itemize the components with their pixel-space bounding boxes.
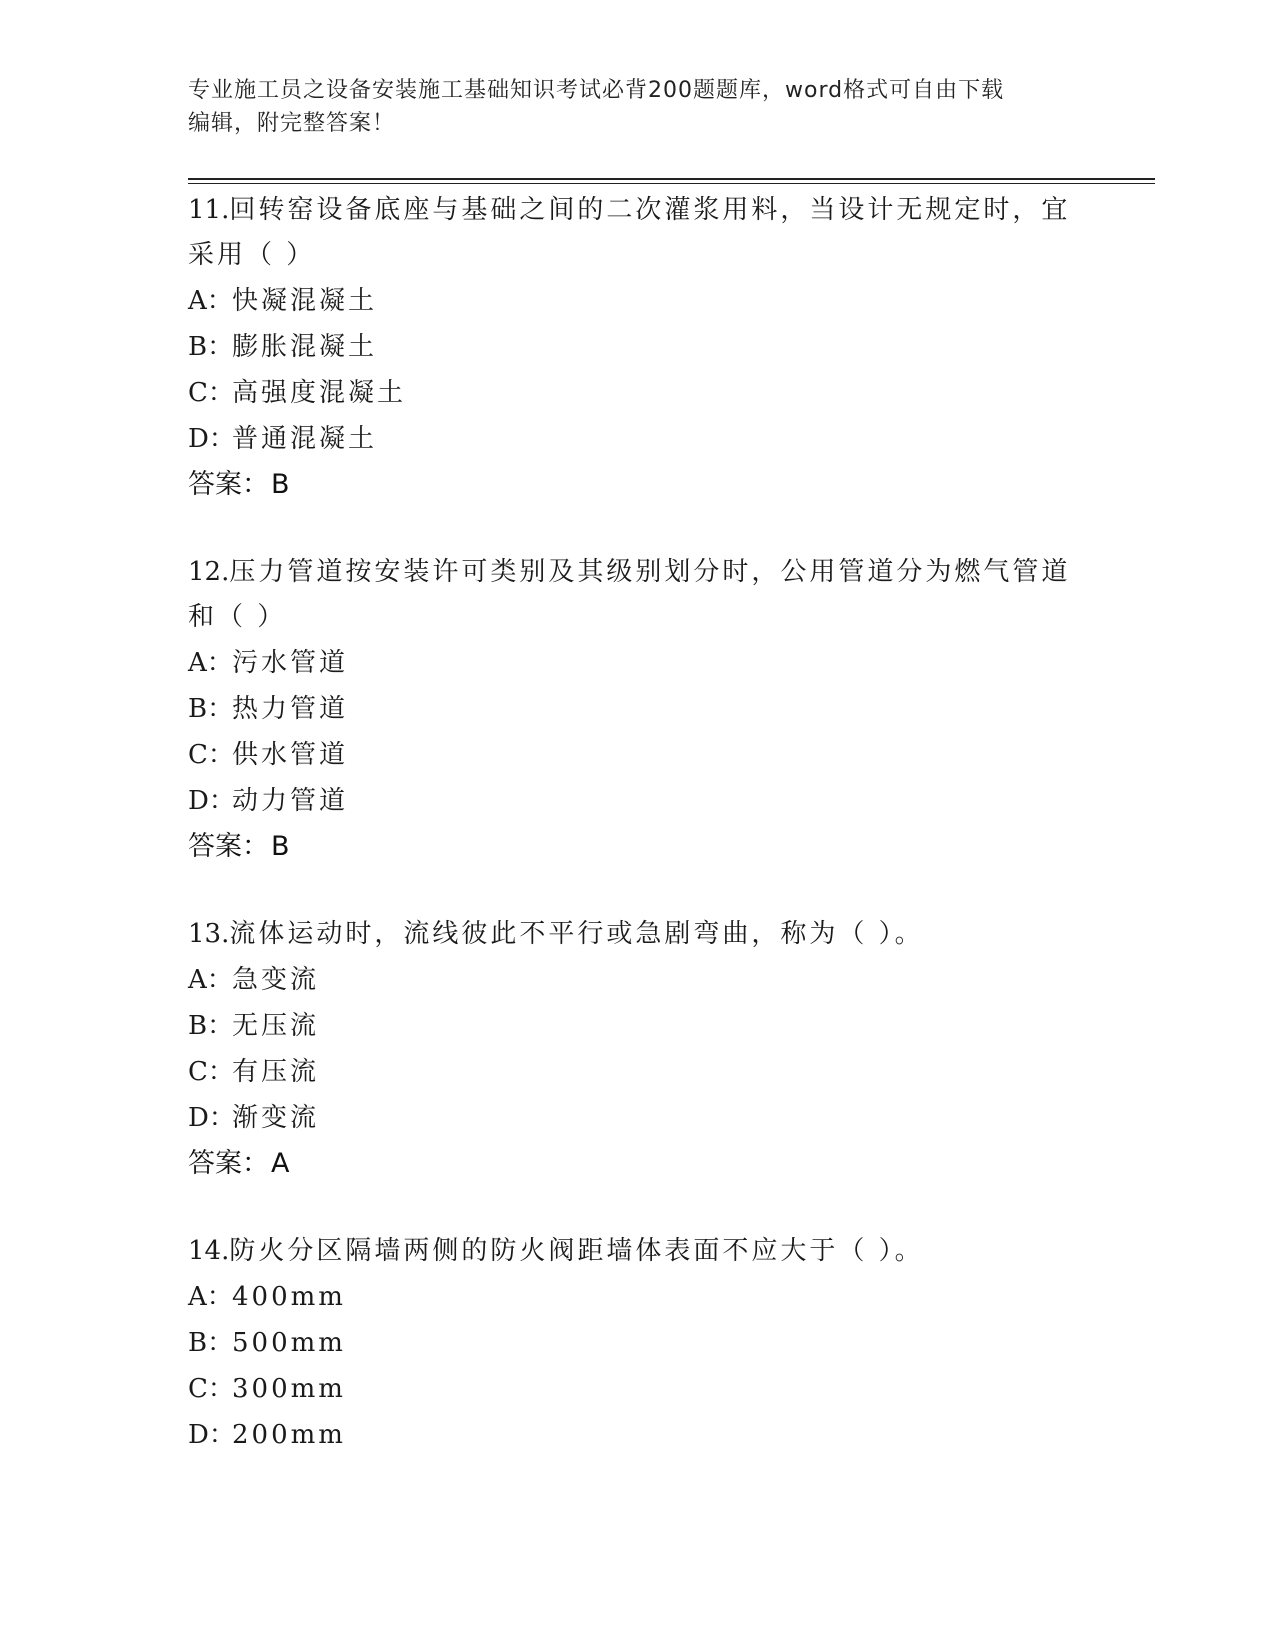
option-b bbox=[188, 686, 1088, 732]
option-key: D： bbox=[188, 1103, 235, 1133]
header-divider-thin bbox=[188, 183, 1155, 184]
option-d bbox=[188, 1095, 1088, 1141]
question-stem bbox=[188, 1229, 1088, 1274]
option-a bbox=[188, 278, 1088, 324]
option-text: 300mm bbox=[232, 1374, 346, 1404]
option-key: B： bbox=[188, 1011, 234, 1041]
question-number: 13. bbox=[188, 919, 230, 949]
option-key: B： bbox=[188, 694, 234, 724]
option-key: A： bbox=[188, 1282, 233, 1312]
question-number: 11. bbox=[188, 195, 230, 225]
document-header bbox=[188, 74, 1068, 140]
question-stem bbox=[188, 188, 1088, 233]
question-14 bbox=[188, 1229, 1088, 1458]
option-key: A： bbox=[188, 648, 233, 678]
option-d bbox=[188, 416, 1088, 462]
option-text: 普通混凝土 bbox=[232, 424, 378, 454]
answer-value: A bbox=[271, 1148, 290, 1179]
question-number: 14. bbox=[188, 1236, 230, 1266]
option-a bbox=[188, 1274, 1088, 1320]
answer-line bbox=[188, 1141, 1088, 1187]
option-text: 供水管道 bbox=[232, 740, 349, 770]
option-text: 急变流 bbox=[232, 965, 320, 995]
option-c bbox=[188, 732, 1088, 778]
question-number: 12. bbox=[188, 557, 230, 587]
option-key: C： bbox=[188, 378, 234, 408]
question-stem-line-1: 防火分区隔墙两侧的防火阀距墙体表面不应大于（ ）。 bbox=[229, 1236, 924, 1266]
option-text: 无压流 bbox=[232, 1011, 320, 1041]
question-stem-line-1: 回转窑设备底座与基础之间的二次灌浆用料，当设计无规定时，宜 bbox=[229, 195, 1071, 225]
option-d bbox=[188, 778, 1088, 824]
option-text: 高强度混凝土 bbox=[232, 378, 407, 408]
question-11 bbox=[188, 188, 1088, 508]
answer-value: B bbox=[271, 831, 290, 862]
option-d bbox=[188, 1412, 1088, 1458]
option-c bbox=[188, 1366, 1088, 1412]
option-key: C： bbox=[188, 740, 234, 770]
option-text: 热力管道 bbox=[232, 694, 349, 724]
option-key: A： bbox=[188, 286, 233, 316]
option-b bbox=[188, 1320, 1088, 1366]
answer-label: 答案： bbox=[188, 831, 269, 862]
answer-line bbox=[188, 824, 1088, 870]
option-key: D： bbox=[188, 1420, 235, 1450]
answer-value: B bbox=[271, 469, 290, 500]
question-13 bbox=[188, 912, 1088, 1187]
option-text: 200mm bbox=[232, 1420, 346, 1450]
option-text: 膨胀混凝土 bbox=[232, 332, 378, 362]
question-list bbox=[188, 188, 1088, 1500]
header-divider-thick bbox=[188, 178, 1155, 180]
option-a bbox=[188, 640, 1088, 686]
option-text: 快凝混凝土 bbox=[232, 286, 378, 316]
question-stem-line-2: 和（ ） bbox=[188, 602, 287, 632]
question-stem-line-1: 压力管道按安装许可类别及其级别划分时，公用管道分为燃气管道 bbox=[229, 557, 1071, 587]
option-text: 有压流 bbox=[232, 1057, 320, 1087]
option-key: A： bbox=[188, 965, 233, 995]
option-key: C： bbox=[188, 1374, 234, 1404]
option-c bbox=[188, 1049, 1088, 1095]
question-stem bbox=[188, 550, 1088, 595]
answer-label: 答案： bbox=[188, 469, 269, 500]
option-key: B： bbox=[188, 332, 234, 362]
option-text: 渐变流 bbox=[232, 1103, 320, 1133]
option-text: 动力管道 bbox=[232, 786, 349, 816]
option-c bbox=[188, 370, 1088, 416]
option-text: 500mm bbox=[232, 1328, 346, 1358]
option-text: 400mm bbox=[232, 1282, 346, 1312]
option-a bbox=[188, 957, 1088, 1003]
option-b bbox=[188, 324, 1088, 370]
question-stem bbox=[188, 912, 1088, 957]
question-stem-line-1: 流体运动时，流线彼此不平行或急剧弯曲，称为（ ）。 bbox=[229, 919, 924, 949]
answer-label: 答案： bbox=[188, 1148, 269, 1179]
option-key: B： bbox=[188, 1328, 234, 1358]
question-12 bbox=[188, 550, 1088, 870]
answer-line bbox=[188, 462, 1088, 508]
option-text: 污水管道 bbox=[232, 648, 349, 678]
option-key: D： bbox=[188, 424, 235, 454]
question-stem-line-2: 采用（ ） bbox=[188, 240, 316, 270]
option-b bbox=[188, 1003, 1088, 1049]
option-key: C： bbox=[188, 1057, 234, 1087]
header-line-2: 编辑，附完整答案！ bbox=[188, 111, 396, 136]
header-line-1: 专业施工员之设备安装施工基础知识考试必背200题题库，word格式可自由下载 bbox=[188, 78, 1005, 103]
option-key: D： bbox=[188, 786, 235, 816]
